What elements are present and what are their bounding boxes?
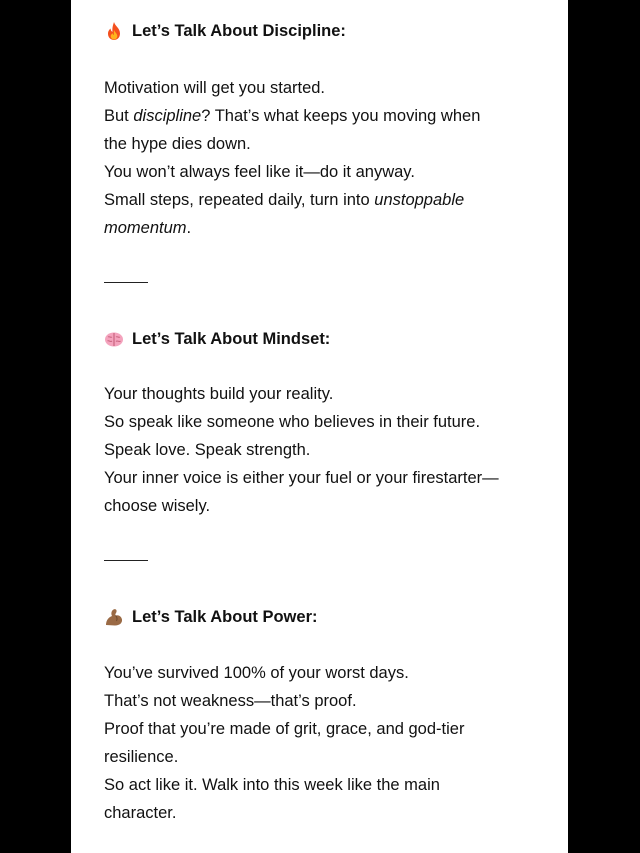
body-line	[104, 771, 544, 799]
divider	[104, 282, 148, 283]
body-line	[104, 158, 544, 186]
body-line	[104, 74, 544, 102]
text-run: Proof that you’re made of grit, grace, and god-tier	[104, 720, 465, 738]
divider	[104, 560, 148, 561]
body-line	[104, 464, 544, 492]
text-run: Speak love. Speak strength.	[104, 441, 311, 459]
body-line	[104, 743, 544, 771]
section-heading-mindset	[104, 329, 330, 349]
body-line	[104, 715, 544, 743]
text-run: .	[186, 219, 192, 237]
text-run: ? That’s what keeps you moving when	[201, 107, 481, 125]
body-line	[104, 214, 544, 242]
body-line	[104, 799, 544, 827]
section-heading-power	[104, 607, 318, 627]
document-page	[71, 0, 568, 853]
body-line	[104, 687, 544, 715]
body-line	[104, 380, 544, 408]
text-run: Your thoughts build your reality.	[104, 385, 334, 403]
body-line	[104, 408, 544, 436]
text-run: choose wisely.	[104, 497, 211, 515]
text-run: But	[104, 107, 134, 125]
body-line	[104, 130, 544, 158]
brain-icon	[104, 329, 124, 349]
emphasized-text: momentum	[104, 219, 187, 237]
text-run: You won’t always feel like it—do it anyway.	[104, 163, 415, 181]
section-title: Let’s Talk About Discipline:	[132, 21, 346, 40]
emphasized-text: discipline	[133, 107, 202, 125]
section-title: Let’s Talk About Mindset:	[132, 329, 331, 348]
text-run: the hype dies down.	[104, 135, 251, 153]
section-body-discipline	[104, 74, 544, 242]
body-line	[104, 102, 544, 130]
fire-icon	[104, 21, 124, 41]
section-body-mindset	[104, 380, 544, 520]
text-run: Your inner voice is either your fuel or your firestarter—	[104, 469, 499, 487]
text-run: You’ve survived 100% of your worst days.	[104, 664, 409, 682]
body-line	[104, 492, 544, 520]
section-title: Let’s Talk About Power:	[132, 607, 318, 626]
text-run: So act like it. Walk into this week like the main	[104, 776, 440, 794]
text-run: So speak like someone who believes in their future.	[104, 413, 481, 431]
text-run: resilience.	[104, 748, 179, 766]
text-run: That’s not weakness—that’s proof.	[104, 692, 357, 710]
text-run: Small steps, repeated daily, turn into	[104, 191, 375, 209]
emphasized-text: unstoppable	[374, 191, 465, 209]
section-heading-discipline	[104, 21, 346, 41]
body-line	[104, 659, 544, 687]
text-run: character.	[104, 804, 177, 822]
text-run: Motivation will get you started.	[104, 79, 326, 97]
flexed-biceps-icon	[104, 607, 124, 627]
body-line	[104, 436, 544, 464]
section-body-power	[104, 659, 544, 827]
body-line	[104, 186, 544, 214]
